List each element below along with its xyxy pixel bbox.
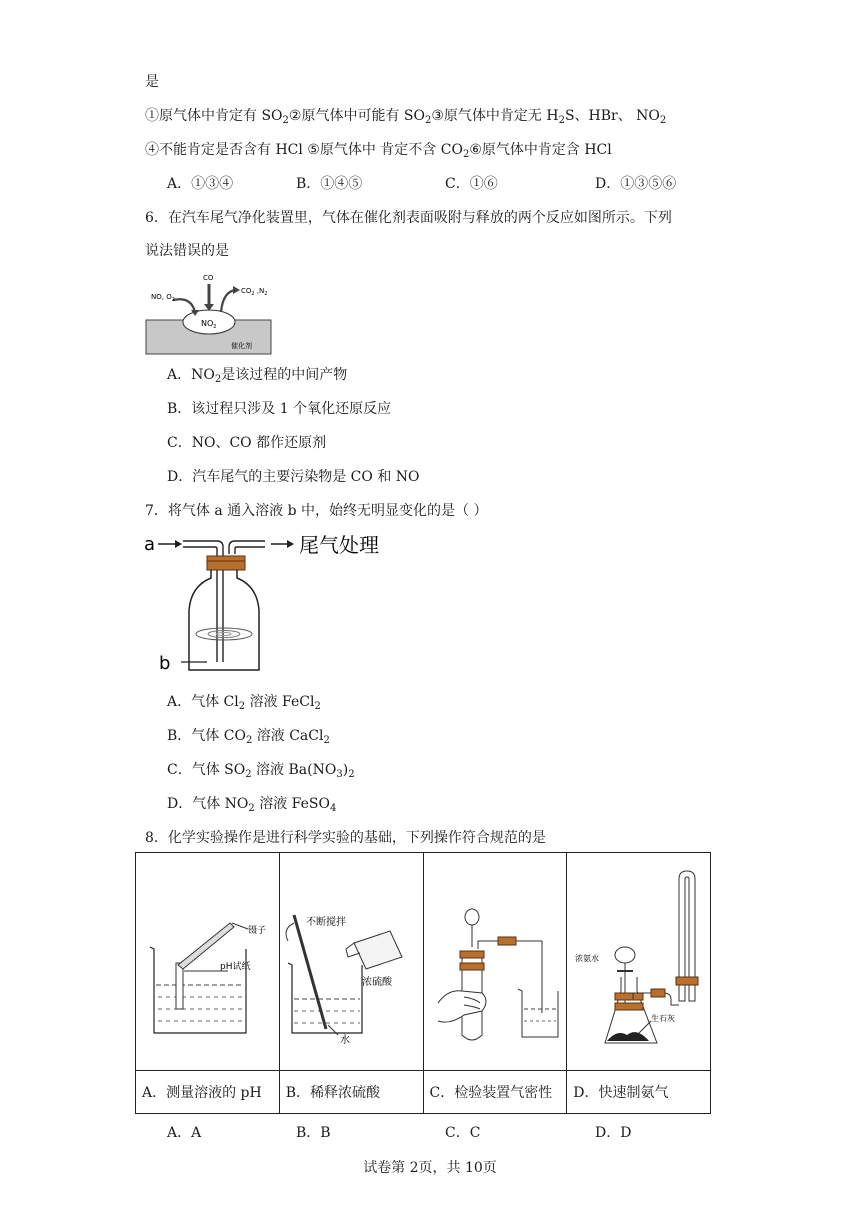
- bulb-top: [465, 909, 479, 925]
- liquid-ripple-center: [217, 633, 231, 636]
- beaker-c: [518, 989, 558, 1037]
- q5-option-d: D．①③⑤⑥: [595, 176, 677, 192]
- q5-option-c: C．①⑥: [445, 176, 498, 192]
- solution-b-label: b: [159, 653, 171, 674]
- catalyst-label: 催化剂: [231, 342, 252, 350]
- tube-joint: [498, 937, 516, 945]
- co-label: CO: [203, 274, 214, 282]
- lime-pointer: [639, 1021, 651, 1033]
- tail-gas-label: 尾气处理: [299, 533, 379, 557]
- quicklime-pile: [607, 1032, 649, 1041]
- outflow-arrow-head: [233, 286, 240, 294]
- q8-figure-c: [423, 853, 567, 1071]
- rubber-stopper: [207, 556, 245, 570]
- tweezers-pointer: [232, 923, 248, 929]
- ph-paper: [176, 963, 183, 1009]
- q7-option-c: C．气体 $SO_2$ 溶液 $Ba(NO_3)_2$: [167, 762, 355, 780]
- ammonia-prep-figure: [567, 865, 707, 1055]
- tube-stopper-2: [460, 963, 484, 970]
- glass-rod: [294, 915, 326, 1029]
- acid-bottle: [354, 931, 402, 969]
- liquid-surface: [196, 628, 252, 640]
- a-arrow-head: [175, 540, 182, 548]
- q8-caption-c: C．检验装置气密性: [423, 1071, 567, 1114]
- q7-option-a: A．气体 $Cl_2$ 溶液 FeCl$_2$: [167, 694, 321, 712]
- q6-stem-line2: 说法错误的是: [145, 243, 229, 259]
- q8-option-b: B．B: [296, 1125, 331, 1141]
- q8-figure-d: [567, 853, 711, 1071]
- q5-statements-line1: ①原气体中肯定有 $SO_2②$原气体中可能有 $SO_2③$原气体中肯定无 $H_2S$、HBr、 $NO_2$: [145, 108, 667, 126]
- ammonia-label: 浓氨水: [575, 953, 600, 963]
- tube-stopper-1: [460, 951, 484, 958]
- q5-statements-line2: ④不能肯定是否含有 HCl ⑤原气体中 肯定不含 $CO_2⑥$原气体中肯定含 HCl: [145, 142, 612, 160]
- page-footer: 试卷第 2页，共 10页: [363, 1160, 497, 1176]
- outlet-tube-inner: [235, 547, 265, 554]
- separatory-funnel: [615, 947, 635, 963]
- outflow-label: $CO_2$ $,N_2$: [241, 287, 268, 297]
- water-label: 水: [339, 1034, 350, 1046]
- q8-option-c: C．C: [445, 1125, 481, 1141]
- catalyst-diagram: [145, 270, 273, 356]
- q8-option-d: D．D: [595, 1125, 632, 1141]
- q6-option-a: A．$NO_2$是该过程的中间产物: [167, 367, 348, 385]
- lime-label: 生石灰: [651, 1013, 676, 1023]
- ph-paper-label: pH试纸: [220, 961, 251, 972]
- dilute-acid-figure: [280, 865, 420, 1055]
- delivery-tube: [478, 941, 542, 1013]
- gas-tube-joint: [651, 989, 665, 997]
- flask-clamp: [615, 1003, 643, 1010]
- q6-option-d: D．汽车尾气的主要污染物是 CO 和 NO: [167, 469, 420, 485]
- gas-a-label: a: [144, 534, 156, 555]
- q5-option-a: A．①③④: [167, 176, 234, 192]
- clamp-upper: [676, 977, 698, 985]
- q7-stem: 7．将气体 a 通入溶液 b 中，始终无明显变化的是（ ）: [145, 503, 488, 519]
- q7-option-d: D．气体 $NO_2$ 溶液 FeSO$_4$: [167, 796, 337, 814]
- q5-option-b: B．①④⑤: [296, 176, 363, 192]
- q6-stem-line1: 6．在汽车尾气净化装置里，气体在催化剂表面吸附与释放的两个反应如图所示。下列: [145, 210, 672, 226]
- q8-stem: 8．化学实验操作是进行科学实验的基础，下列操作符合规范的是: [145, 830, 546, 846]
- stir-arrow: [286, 923, 294, 941]
- ph-measure-figure: [136, 865, 266, 1055]
- q5-stem-tail: 是: [145, 74, 159, 90]
- q8-figure-a: [136, 853, 280, 1071]
- q8-caption-d: D．快速制氨气: [567, 1071, 711, 1114]
- bottle-body: [189, 570, 259, 670]
- q8-caption-a: A．测量溶液的 pH: [136, 1071, 280, 1114]
- stir-label: 不断搅拌: [305, 916, 346, 928]
- liquid-ripple: [208, 631, 240, 638]
- center-label: $NO_2$: [201, 319, 217, 330]
- acid-label: 浓硫酸: [361, 976, 392, 988]
- q6-option-b: B．该过程只涉及 1 个氧化还原反应: [167, 401, 392, 417]
- tweezers-label: 镊子: [248, 925, 266, 936]
- q8-option-a: A．A: [167, 1125, 202, 1141]
- q6-option-c: C．NO、CO 都作还原剂: [167, 435, 327, 451]
- gas-washing-bottle: [143, 530, 393, 678]
- q8-options-table: [135, 852, 711, 1114]
- flask-stopper: [615, 993, 643, 1000]
- q8-caption-b: B．稀释浓硫酸: [279, 1071, 423, 1114]
- tail-arrow-head: [287, 540, 294, 548]
- airtight-check-figure: [424, 865, 564, 1055]
- beaker-a: [150, 947, 246, 1033]
- inflow-label: NO, $O_2$: [151, 293, 175, 303]
- q8-figure-b: [279, 853, 423, 1071]
- q7-option-b: B．气体 $CO_2$ 溶液 CaCl$_2$: [167, 728, 330, 746]
- outflow-arrow: [221, 290, 235, 312]
